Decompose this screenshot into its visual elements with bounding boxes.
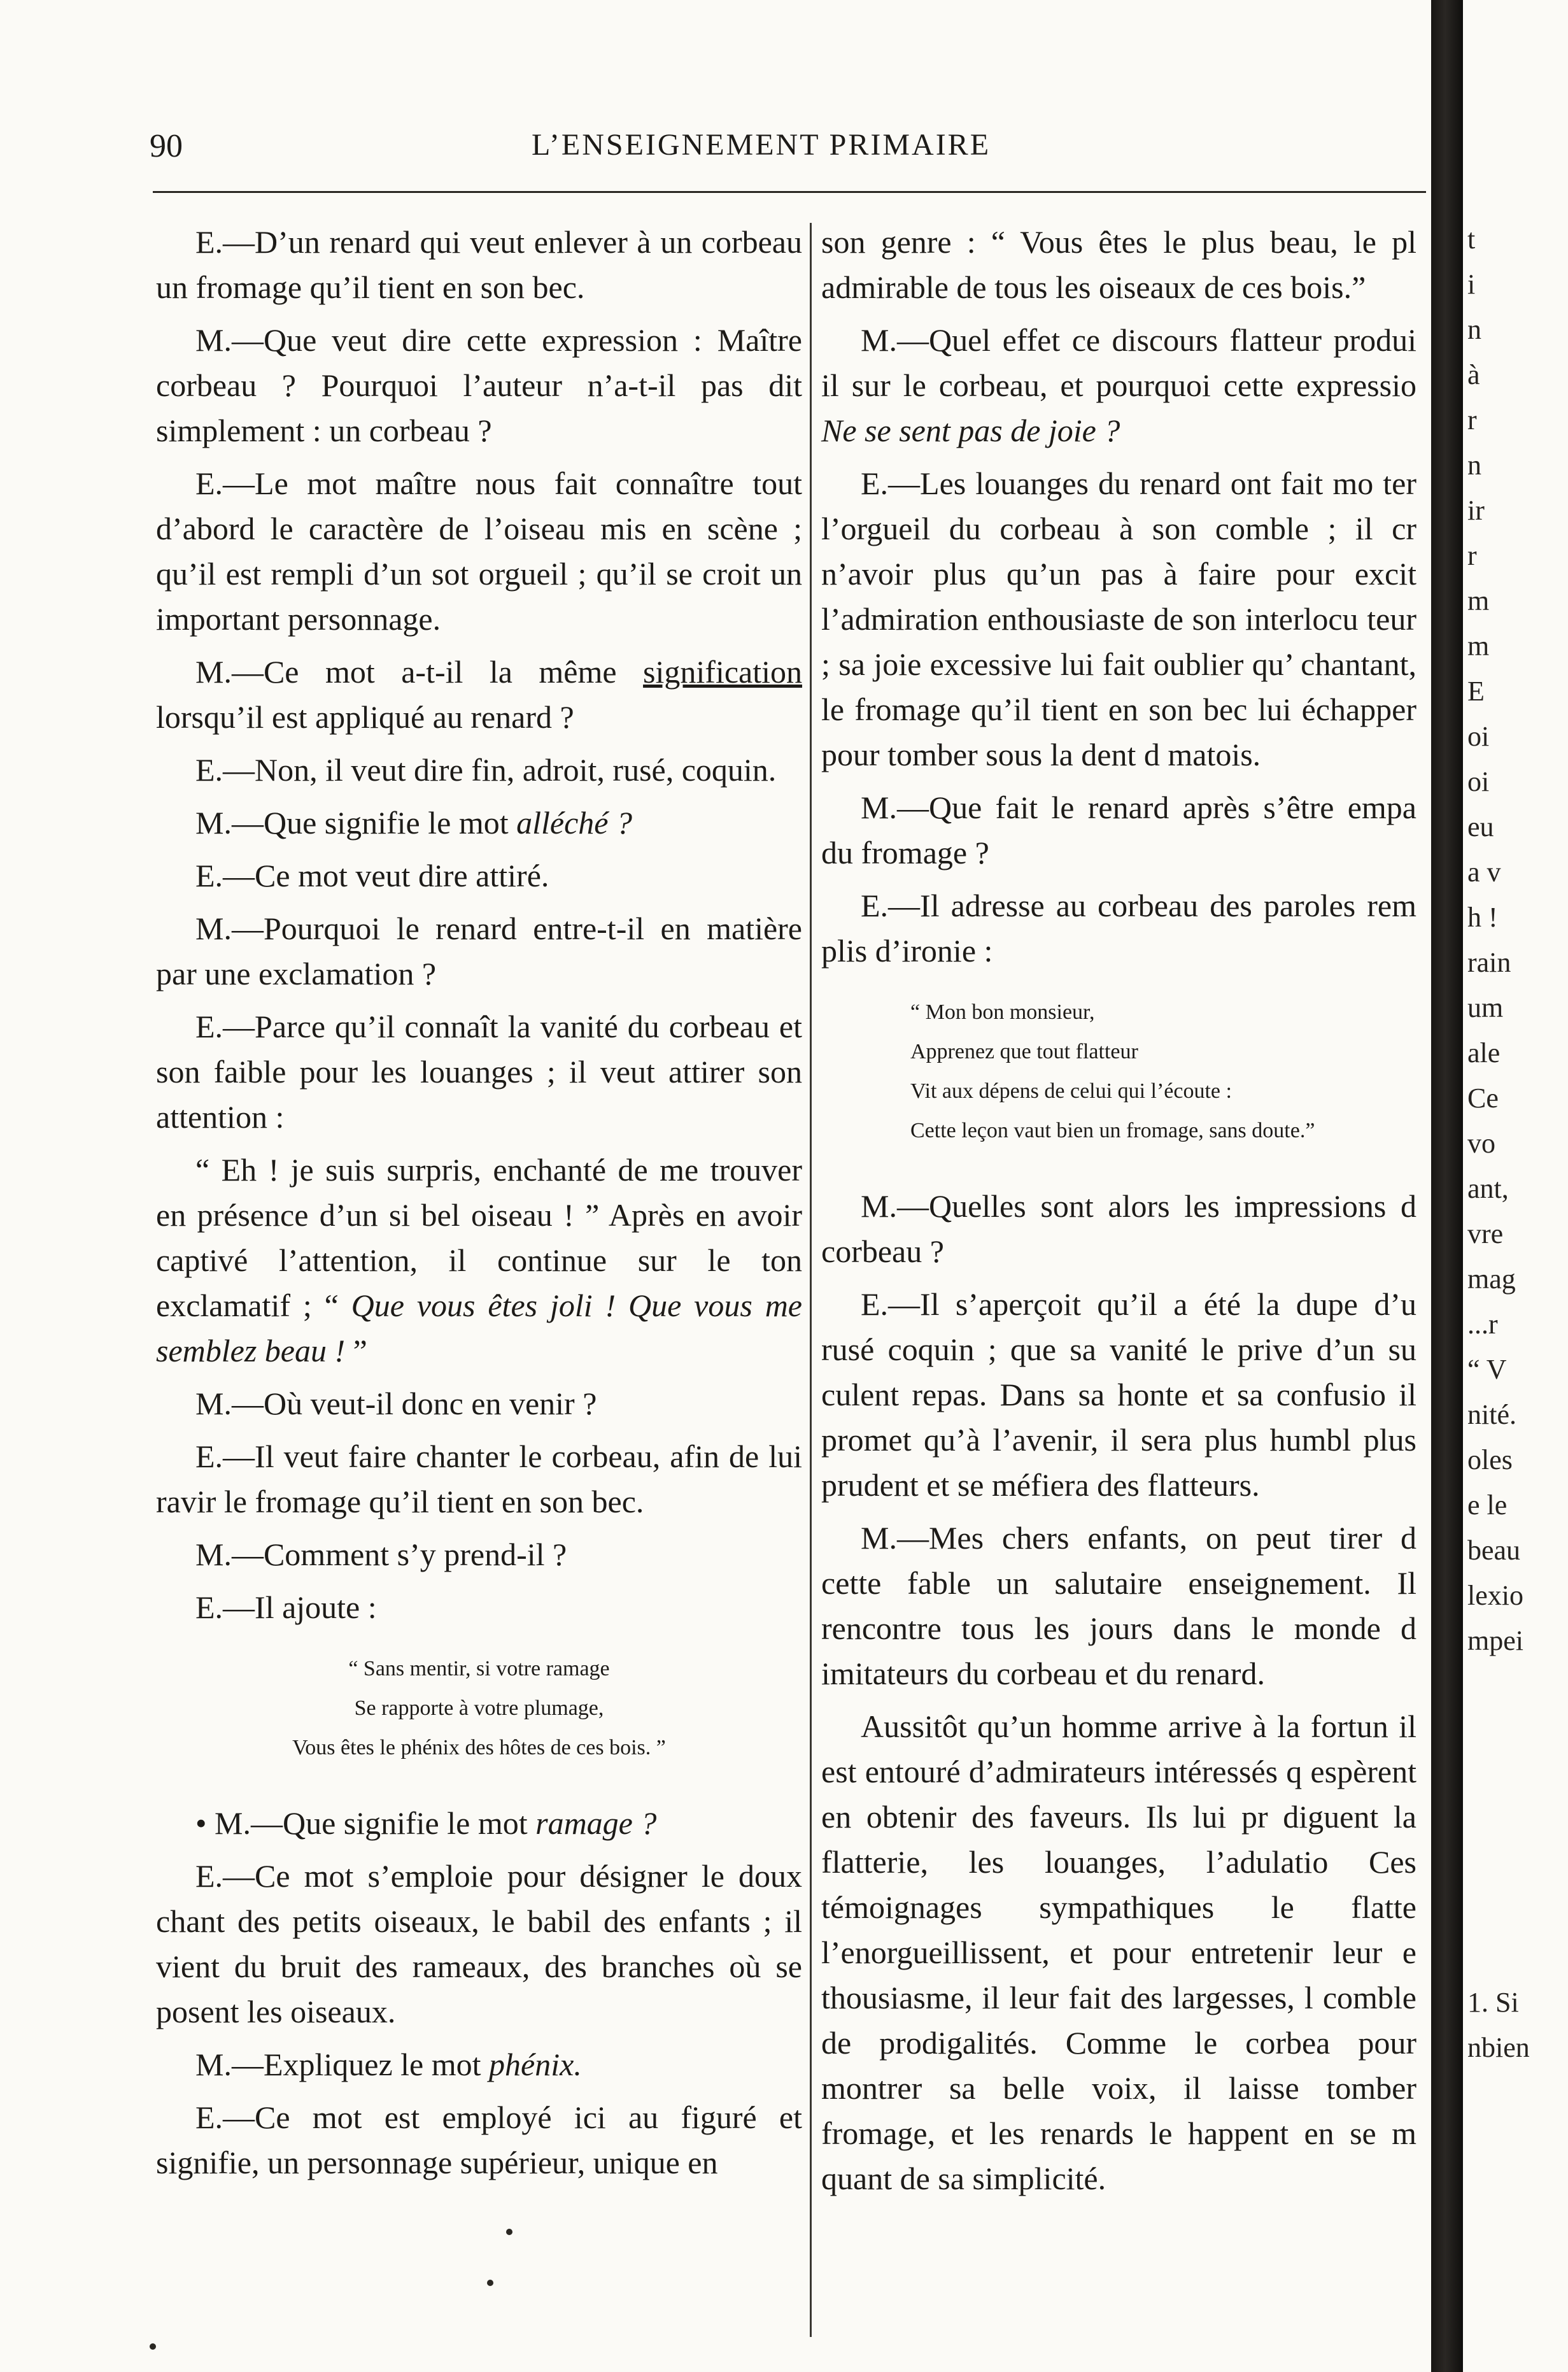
edge-fragment: Ce bbox=[1467, 1083, 1499, 1114]
paragraph bbox=[821, 318, 1416, 453]
edge-fragment: vre bbox=[1467, 1218, 1504, 1249]
column-divider bbox=[810, 223, 812, 2337]
edge-fragment: mag bbox=[1467, 1263, 1516, 1295]
paragraph bbox=[156, 2042, 802, 2087]
edge-fragment: lexio bbox=[1467, 1580, 1523, 1611]
paragraph: M.—Quelles sont alors les impressions d corbeau ? bbox=[821, 1188, 1416, 1269]
paragraph: M.—Que fait le renard après s’être empa du fromage ? bbox=[821, 790, 1416, 870]
edge-fragment: ...r bbox=[1467, 1309, 1498, 1340]
paragraph bbox=[156, 800, 802, 846]
running-title: L’ENSEIGNEMENT PRIMAIRE bbox=[532, 128, 991, 162]
edge-fragment: nbien bbox=[1467, 2032, 1530, 2063]
edge-fragment: ant, bbox=[1467, 1173, 1509, 1204]
edge-fragment: rain bbox=[1467, 947, 1511, 978]
paragraph: E.—Ce mot veut dire attiré. bbox=[195, 858, 549, 893]
italic-phrase: Ne se sent pas de joie ? bbox=[821, 413, 1120, 448]
verse-line: Apprenez que tout flatteur bbox=[910, 1040, 1138, 1063]
verse-line: Vous êtes le phénix des hôtes de ces bois. ” bbox=[292, 1736, 666, 1759]
italic-word: alléché ? bbox=[516, 805, 632, 841]
text-run: M.—Quel effet ce discours flatteur produi il sur le corbeau, et pourquoi cette expressio bbox=[821, 322, 1416, 403]
edge-fragment bbox=[1467, 1935, 1568, 1980]
paragraph: M.—Pourquoi le renard entre-t-il en matière par une exclamation ? bbox=[156, 911, 802, 991]
edge-fragment: a v bbox=[1467, 856, 1501, 888]
paragraph: M.—Comment s’y prend-il ? bbox=[195, 1537, 567, 1572]
paragraph bbox=[156, 650, 802, 740]
edge-fragment: “ V bbox=[1467, 1354, 1507, 1385]
paragraph: E.—Il s’aperçoit qu’il a été la dupe d’u rusé coquin ; que sa vanité le prive d’un su culent repas. Dans sa honte et sa confusio il promet qu’à l’avenir, il sera plus humbl plus prudent et se méfiera des flatteurs. bbox=[821, 1286, 1416, 1503]
paragraph: E.—Non, il veut dire fin, adroit, rusé, coquin. bbox=[195, 752, 777, 788]
verse-block bbox=[910, 993, 1416, 1151]
edge-fragment: um bbox=[1467, 992, 1504, 1023]
edge-fragment: e le bbox=[1467, 1489, 1508, 1521]
edge-fragment: E bbox=[1467, 676, 1485, 707]
edge-fragment: oi bbox=[1467, 766, 1490, 797]
paragraph: E.—Il ajoute : bbox=[195, 1589, 377, 1625]
italic-word: ramage ? bbox=[535, 1805, 657, 1841]
verse-block bbox=[156, 1649, 802, 1768]
paragraph: M.—Que veut dire cette expression : Maître corbeau ? Pourquoi l’auteur n’a-t-il pas dit simplement : un corbeau ? bbox=[156, 322, 802, 448]
text-run: • M.—Que signifie le mot bbox=[195, 1805, 536, 1841]
right-column bbox=[821, 220, 1416, 2372]
edge-fragment bbox=[1467, 1663, 1568, 1708]
edge-fragment: oles bbox=[1467, 1444, 1513, 1475]
edge-fragment: r bbox=[1467, 540, 1477, 571]
paragraph: M.—Mes chers enfants, on peut tirer d cette fable un salutaire enseignement. Il rencontre tous les jours dans le monde d imitateurs du corbeau et du renard. bbox=[821, 1520, 1416, 1691]
verse-line: Cette leçon vaut bien un fromage, sans doute.” bbox=[910, 1119, 1315, 1142]
header-rule bbox=[153, 191, 1426, 193]
edge-fragment bbox=[1467, 1708, 1568, 1754]
edge-fragment: t bbox=[1467, 224, 1476, 255]
paragraph: Aussitôt qu’un homme arrive à la fortun il est entouré d’admirateurs intéressés q espèrent en obtenir des faveurs. Ils lui pr diguent la flatterie, les louanges, l’adulatio Ces témoignages sympathiques le flatte l’enorgueillissent, et pour entretenir leur e thousiasme, il leur fait des largesses, l comble de prodigalités. Comme le corbea pour montrer sa belle voix, il laisse tomber fromage, et les renards le happent en se m quant de sa simplicité. bbox=[821, 1708, 1416, 2196]
edge-fragment: ir bbox=[1467, 495, 1485, 526]
edge-fragment: m bbox=[1467, 585, 1490, 616]
edge-fragment: i bbox=[1467, 269, 1476, 300]
edge-fragment: à bbox=[1467, 359, 1480, 390]
left-column bbox=[156, 220, 802, 2193]
edge-fragment bbox=[1467, 1844, 1568, 1889]
paragraph: E.—D’un renard qui veut enlever à un corbeau un fromage qu’il tient en son bec. bbox=[156, 224, 802, 305]
paragraph: E.—Ce mot s’emploie pour désigner le doux chant des petits oiseaux, le babil des enfants ; il vient du bruit des rameaux, des branches où se posent les oiseaux. bbox=[156, 1858, 802, 2029]
text-run: ” bbox=[345, 1333, 367, 1368]
verse-line: “ Sans mentir, si votre ramage bbox=[348, 1657, 610, 1680]
paragraph: E.—Parce qu’il connaît la vanité du corbeau et son faible pour les louanges ; il veut attirer son attention : bbox=[156, 1009, 802, 1135]
paragraph: son genre : “ Vous êtes le plus beau, le pl admirable de tous les oiseaux de ces bois.” bbox=[821, 224, 1416, 305]
text-run: M.—Que signifie le mot bbox=[195, 805, 517, 841]
edge-fragment: vo bbox=[1467, 1128, 1495, 1159]
edge-fragment: h ! bbox=[1467, 902, 1498, 933]
edge-fragment: r bbox=[1467, 404, 1477, 436]
paragraph: E.—Ce mot est employé ici au figuré et signifie, un personnage supérieur, unique en bbox=[156, 2099, 802, 2180]
page-number: 90 bbox=[150, 128, 183, 164]
next-page-edge bbox=[1467, 217, 1568, 2063]
underlined-word: signification bbox=[643, 654, 802, 690]
edge-fragment: eu bbox=[1467, 811, 1494, 842]
paragraph: E.—Il veut faire chanter le corbeau, afin de lui ravir le fromage qu’il tient en son bec. bbox=[156, 1438, 802, 1519]
edge-fragment: mpei bbox=[1467, 1625, 1523, 1656]
verse-line: “ Mon bon monsieur, bbox=[910, 1000, 1095, 1024]
text-run: “ Eh ! je suis surpris, enchanté de me trouver en présence d’un si bel oiseau ! ” Après en avoir captivé l’attention, il continue sur le ton exclamatif ; “ bbox=[156, 1152, 802, 1323]
italic-quote: Que vous êtes joli ! Que vous me semblez beau ! bbox=[156, 1288, 802, 1368]
paragraph: E.—Le mot maître nous fait connaître tout d’abord le caractère de l’oiseau mis en scène ; qu’il est rempli d’un sot orgueil ; qu’il se croit un important personnage. bbox=[156, 465, 802, 637]
binding-shadow bbox=[1431, 0, 1463, 2372]
page-header bbox=[150, 127, 1429, 185]
edge-fragment bbox=[1467, 1889, 1568, 1935]
paragraph bbox=[156, 1147, 802, 1374]
paragraph: E.—Il adresse au corbeau des paroles rem plis d’ironie : bbox=[821, 888, 1416, 969]
edge-fragment: oi bbox=[1467, 721, 1490, 752]
edge-fragment: beau bbox=[1467, 1535, 1521, 1566]
text-run: M.—Expliquez le mot bbox=[195, 2047, 490, 2082]
text-run: lorsqu’il est appliqué au renard ? bbox=[156, 699, 574, 735]
edge-fragment: m bbox=[1467, 630, 1490, 662]
edge-fragment bbox=[1467, 1799, 1568, 1844]
edge-fragment bbox=[1467, 1754, 1568, 1799]
edge-fragment: 1. Si bbox=[1467, 1987, 1519, 2018]
ink-speck bbox=[487, 2280, 493, 2286]
paragraph bbox=[156, 1801, 802, 1846]
edge-fragment: n bbox=[1467, 450, 1481, 481]
text-run: M.—Ce mot a-t-il la même bbox=[195, 654, 644, 690]
verse-line: Se rapporte à votre plumage, bbox=[354, 1696, 604, 1720]
paragraph: E.—Les louanges du renard ont fait mo ter l’orgueil du corbeau à son comble ; il cr n’avoir plus qu’un pas à faire pour excit l’admiration enthousiaste de son interlocu teur ; sa joie excessive lui fait oublier qu’ chantant, le fromage qu’il tient en son bec lui échapper pour tomber sous la dent d matois. bbox=[821, 465, 1416, 772]
ink-speck bbox=[150, 2343, 156, 2350]
paragraph: M.—Où veut-il donc en venir ? bbox=[195, 1386, 597, 1421]
edge-fragment: nité. bbox=[1467, 1399, 1516, 1430]
edge-fragment: n bbox=[1467, 314, 1481, 345]
edge-fragment: ale bbox=[1467, 1037, 1501, 1069]
italic-word: phénix. bbox=[489, 2047, 582, 2082]
verse-line: Vit aux dépens de celui qui l’écoute : bbox=[910, 1079, 1232, 1103]
ink-speck bbox=[506, 2229, 512, 2235]
